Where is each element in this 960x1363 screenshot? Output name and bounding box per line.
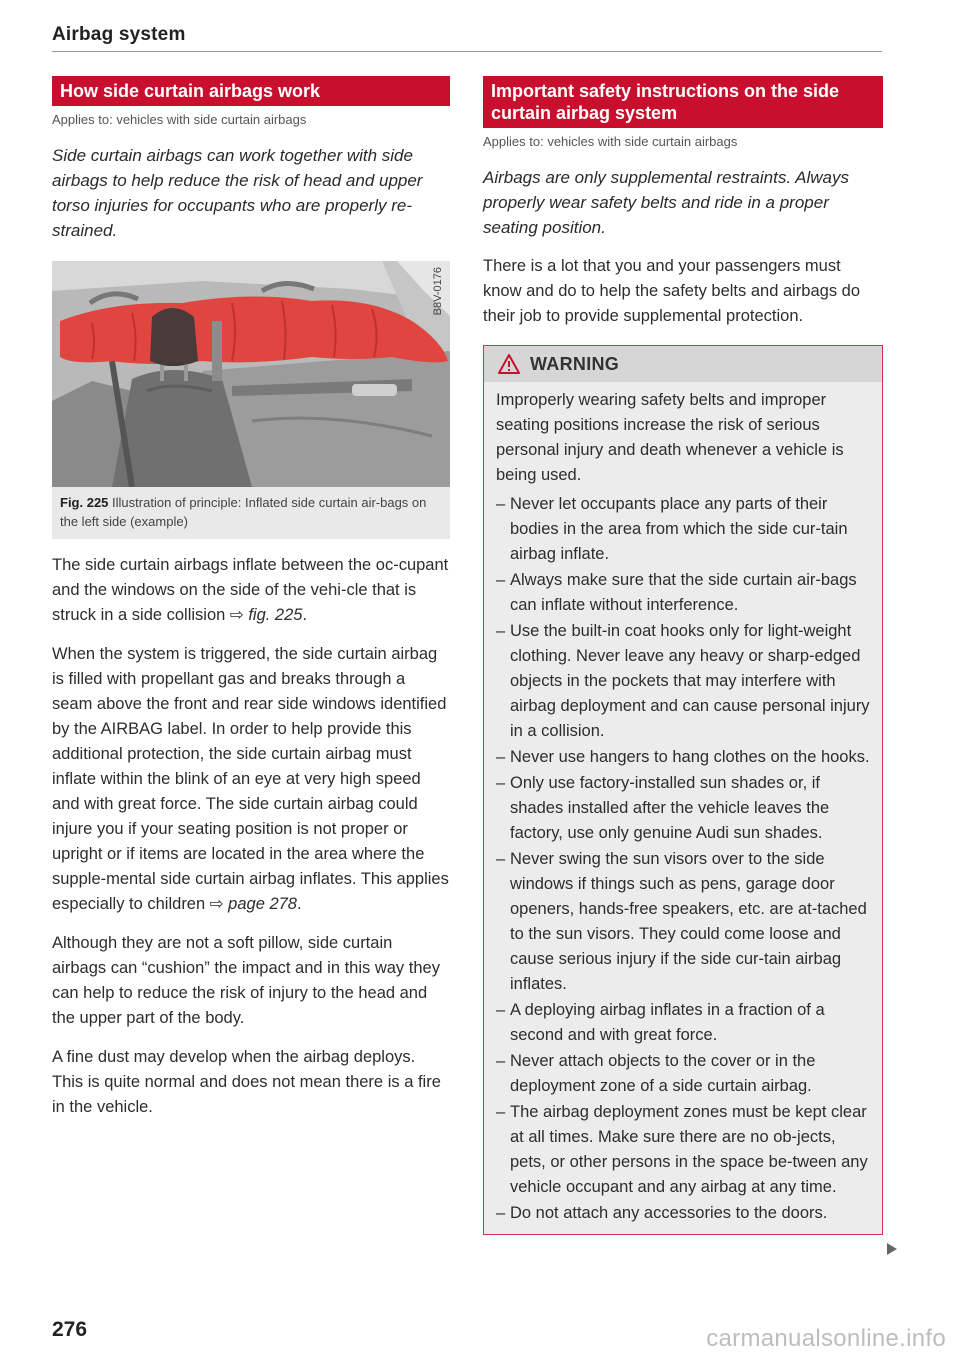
continue-arrow-icon: [887, 1243, 897, 1255]
list-item: – Only use factory-installed sun shades or, if shades installed after the vehicle leaves the factory, use only genuine Audi sun shades.: [496, 771, 870, 846]
applies-to: Applies to: vehicles with side curtain airbags: [52, 112, 307, 127]
list-item: – Use the built-in coat hooks only for light-weight clothing. Never leave any heavy or sharp-edged objects in the pockets that may interfere with airbag deployment and can cause personal injury in a collision.: [496, 619, 870, 744]
lead-paragraph: Airbags are only supplemental restraints. Always properly wear safety belts and ride in a proper seating position.: [483, 168, 849, 237]
figure: [52, 261, 450, 539]
figure-illustration: [52, 261, 450, 487]
list-item: – Never swing the sun visors over to the side windows if things such as pens, garage door openers, hands-free speakers, etc. are at-tached to the sun visors. They could come loose and cause serious injury if the side cur-tain airbag inflates.: [496, 847, 870, 997]
figure-caption: [52, 487, 450, 539]
watermark: carmanualsonline.info: [706, 1325, 946, 1352]
list-item: – Never let occupants place any parts of their bodies in the area from which the side cur-tain airbag inflate.: [496, 492, 870, 567]
running-title: Airbag system: [52, 24, 186, 45]
figure-caption-text: Illustration of principle: Inflated side curtain air-bags on the left side (example): [60, 495, 427, 529]
warning-box: [483, 345, 883, 1235]
lead-paragraph: Side curtain airbags can work together with side airbags to help reduce the risk of head and upper torso injuries for occupants who are properly re-strained.: [52, 146, 423, 240]
list-item: – Never attach objects to the cover or in the deployment zone of a side curtain airbag.: [496, 1049, 870, 1099]
body-paragraph-2: [52, 642, 450, 917]
body-paragraph: There is a lot that you and your passengers must know and do to help the safety belts and airbags do their job to provide supplemental protection.: [483, 257, 861, 325]
applies-to: Applies to: vehicles with side curtain airbags: [483, 134, 738, 149]
right-column: [483, 76, 883, 1235]
warning-list: [496, 492, 870, 1226]
list-item: – Always make sure that the side curtain air-bags can inflate without interference.: [496, 568, 870, 618]
left-column: [52, 76, 450, 1120]
body-paragraph-1: [52, 553, 450, 628]
section-title: Important safety instructions on the side curtain airbag system: [483, 76, 883, 128]
warning-header: [484, 346, 882, 382]
page-number: 276: [52, 1318, 88, 1341]
warning-triangle-icon: [498, 354, 520, 374]
list-item: – Do not attach any accessories to the doors.: [496, 1201, 870, 1226]
warning-body: [484, 382, 882, 1234]
page-cross-reference[interactable]: ⇨ page 278: [209, 895, 297, 913]
warning-intro: Improperly wearing safety belts and improper seating positions increase the risk of serious personal injury and death whenever a vehicle is being used.: [496, 391, 844, 484]
body-text: When the system is triggered, the side curtain airbag is filled with propellant gas and breaks through a seam above the front and rear side windows identified by the AIRBAG label. In order to help provide this additional protection, the side curtain airbag must inflate within the blink of an eye at very high speed and with great force. The side curtain airbag could injure you if your seating position is not proper or upright or if items are located in the area where the supple-mental side curtain airbag inflates. This applies especially to children: [52, 645, 449, 913]
warning-label: WARNING: [530, 353, 620, 374]
body-text: The side curtain airbags inflate between the oc-cupant and the windows on the side of the vehi-cle that is struck in a side collision: [52, 556, 449, 624]
list-item: – Never use hangers to hang clothes on the hooks.: [496, 745, 870, 770]
body-paragraph-3: Although they are not a soft pillow, side curtain airbags can “cushion” the impact and in this way they can help to reduce the risk of injury to the head and the upper part of the body.: [52, 934, 440, 1027]
figure-code: B8V-0176: [432, 267, 444, 316]
body-paragraph-4: A fine dust may develop when the airbag deploys. This is quite normal and does not mean there is a fire in the vehicle.: [52, 1048, 441, 1116]
body-text-end: .: [302, 606, 308, 624]
list-item: – A deploying airbag inflates in a fraction of a second and with great force.: [496, 998, 870, 1048]
section-title: How side curtain airbags work: [52, 76, 450, 106]
header-divider: [52, 51, 882, 52]
figure-label: Fig. 225: [60, 495, 109, 510]
figure-cross-reference[interactable]: ⇨ fig. 225: [229, 606, 303, 624]
body-text-end: .: [296, 895, 302, 913]
airbag-illustration-image: [52, 261, 450, 487]
list-item: – The airbag deployment zones must be kept clear at all times. Make sure there are no ob-jects, pets, or other persons in the space be-tween any vehicle occupant and any airbag at any time.: [496, 1100, 870, 1200]
